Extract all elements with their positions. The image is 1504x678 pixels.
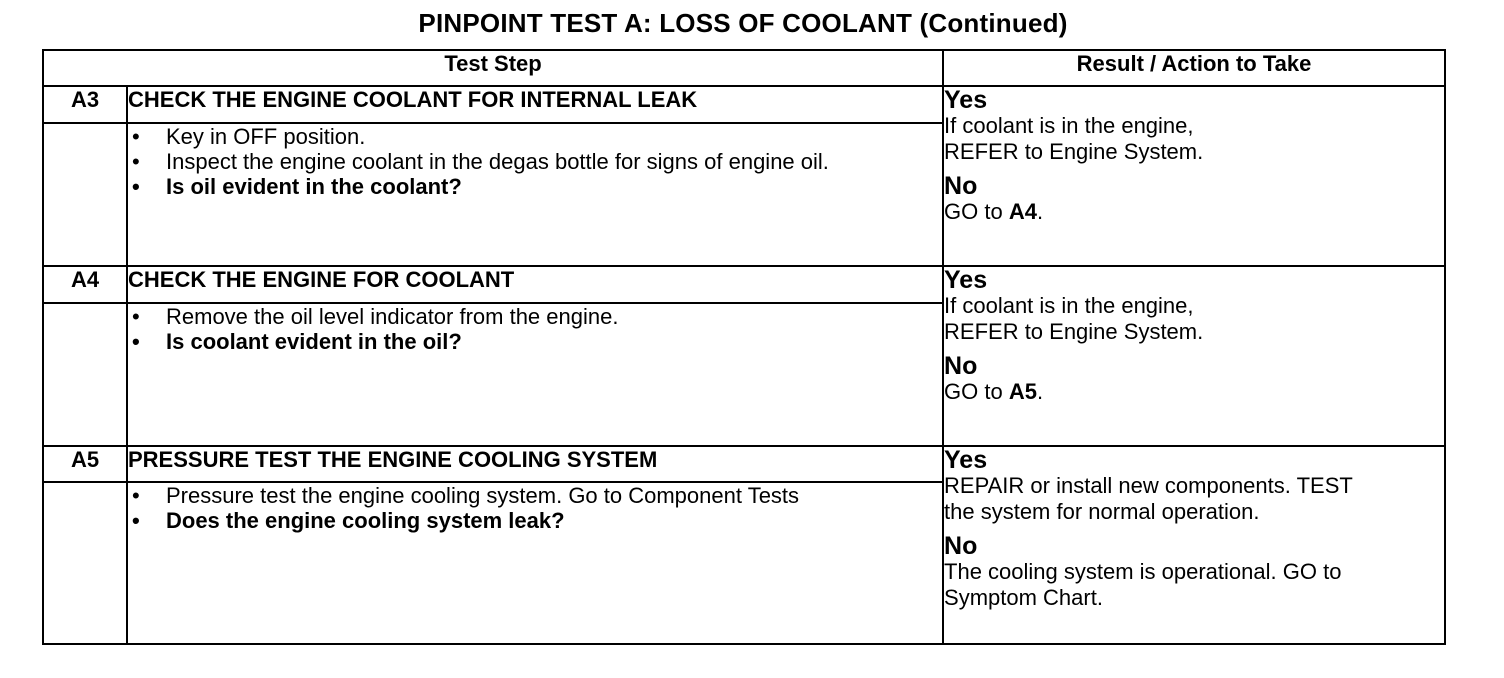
step-id: A5 [43, 446, 127, 482]
step-id-spacer [43, 482, 127, 644]
list-item-question [128, 329, 942, 354]
question-text: Is oil evident in the coolant? [166, 174, 462, 200]
bullet-icon: • [132, 304, 140, 330]
yes-text: REFER to Engine System. [944, 319, 1204, 344]
list-item-text: Key in OFF position. [166, 124, 366, 150]
table-header-row [43, 50, 1445, 86]
list-item [128, 483, 942, 508]
step-instructions [127, 303, 943, 446]
yes-result [944, 267, 1444, 345]
no-text: Symptom Chart. [944, 585, 1103, 610]
yes-label: Yes [944, 266, 988, 294]
yes-text: If coolant is in the engine, [944, 113, 1194, 138]
bullet-list [128, 483, 942, 533]
list-item-text: Remove the oil level indicator from the engine. [166, 304, 619, 330]
list-item [128, 149, 942, 174]
bullet-icon: • [132, 149, 140, 175]
yes-result [944, 447, 1444, 525]
step-result [943, 446, 1445, 644]
no-prefix: GO to [944, 199, 1009, 224]
yes-label: Yes [944, 86, 988, 114]
step-row-a5-title [43, 446, 1445, 482]
question-text: Does the engine cooling system leak? [166, 508, 565, 533]
no-suffix: . [1036, 199, 1044, 224]
no-suffix: . [1036, 379, 1044, 404]
no-text [944, 199, 1444, 225]
bullet-icon: • [132, 124, 140, 150]
yes-text: the system for normal operation. [944, 499, 1260, 524]
no-label: No [944, 532, 978, 560]
bullet-list [128, 124, 942, 199]
yes-text: REPAIR or install new components. TEST [944, 473, 1353, 498]
step-row-a3-title [43, 86, 1445, 123]
step-title: CHECK THE ENGINE FOR COOLANT [127, 266, 943, 303]
step-title: PRESSURE TEST THE ENGINE COOLING SYSTEM [127, 446, 943, 482]
bullet-icon: • [132, 329, 140, 355]
test-step-header: Test Step [43, 50, 943, 86]
no-text [944, 379, 1444, 405]
no-label: No [944, 172, 978, 200]
step-id-spacer [43, 123, 127, 266]
no-label: No [944, 352, 978, 380]
step-id: A4 [43, 266, 127, 303]
no-step-ref: A4 [1008, 199, 1037, 224]
yes-label: Yes [944, 446, 988, 474]
no-step-ref: A5 [1008, 379, 1037, 404]
no-text: The cooling system is operational. GO to [944, 559, 1342, 584]
yes-result [944, 87, 1444, 165]
question-text: Is coolant evident in the oil? [166, 329, 462, 355]
page-title: PINPOINT TEST A: LOSS OF COOLANT (Continued) [418, 8, 1068, 38]
bullet-icon: • [132, 508, 140, 533]
no-result [944, 353, 1444, 405]
result-header: Result / Action to Take [943, 50, 1445, 86]
list-item-text: Inspect the engine coolant in the degas bottle for signs of engine oil. [166, 149, 829, 175]
pinpoint-test-table [42, 49, 1446, 645]
yes-text: REFER to Engine System. [944, 139, 1204, 164]
step-result [943, 86, 1445, 266]
step-instructions [127, 482, 943, 644]
list-item-text: Pressure test the engine cooling system. Go to Component Tests [166, 483, 800, 508]
step-id-spacer [43, 303, 127, 446]
step-instructions [127, 123, 943, 266]
no-result [944, 173, 1444, 225]
list-item-question [128, 174, 942, 199]
list-item [128, 304, 942, 329]
list-item-question [128, 508, 942, 533]
step-title: CHECK THE ENGINE COOLANT FOR INTERNAL LEAK [127, 86, 943, 123]
bullet-icon: • [132, 174, 140, 200]
list-item [128, 124, 942, 149]
no-prefix: GO to [944, 379, 1009, 404]
step-row-a4-title [43, 266, 1445, 303]
step-result [943, 266, 1445, 446]
step-id: A3 [43, 86, 127, 123]
no-result [944, 533, 1444, 611]
bullet-icon: • [132, 483, 140, 508]
bullet-list [128, 304, 942, 354]
yes-text: If coolant is in the engine, [944, 293, 1194, 318]
